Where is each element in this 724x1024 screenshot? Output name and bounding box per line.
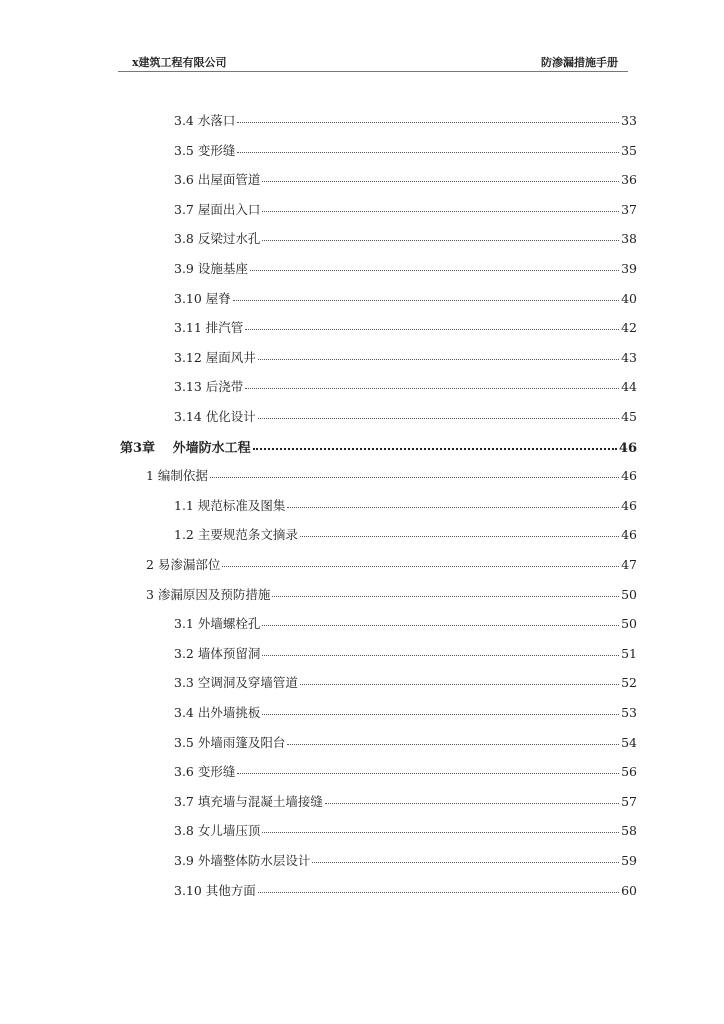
toc-entry-title: 2 易渗漏部位 — [146, 557, 221, 572]
dot-leader — [245, 378, 619, 389]
toc-entry-page: 57 — [621, 793, 637, 809]
dot-leader — [258, 408, 619, 419]
document-title: 防渗漏措施手册 — [541, 56, 618, 69]
toc-entry-title: 3.12 屋面风井 — [174, 349, 256, 365]
dot-leader — [250, 260, 619, 271]
toc-entry[interactable] — [146, 466, 637, 484]
toc-entry-page: 43 — [621, 349, 637, 365]
toc-entry-title: 3.10 其他方面 — [174, 882, 256, 898]
toc-entry-title: 3.9 外墙整体防水层设计 — [174, 853, 311, 868]
toc-entry[interactable] — [174, 792, 637, 810]
toc-entry-page: 46 — [621, 527, 637, 543]
toc-entry[interactable] — [174, 289, 637, 307]
toc-entry[interactable] — [174, 614, 637, 632]
toc-entry-title: 1 编制依据 — [146, 468, 208, 484]
toc-entry[interactable] — [174, 229, 637, 247]
dot-leader — [258, 349, 619, 360]
toc-entry-title: 3.14 优化设计 — [174, 409, 256, 424]
toc-entry-page: 47 — [621, 557, 637, 572]
dot-leader — [262, 201, 619, 212]
toc-entry[interactable] — [174, 200, 637, 218]
toc-entry[interactable] — [174, 377, 637, 395]
toc-entry-title: 3.10 屋脊 — [174, 290, 231, 306]
toc-entry[interactable] — [120, 437, 637, 455]
toc-entry-title: 3.5 变形缝 — [174, 142, 236, 158]
dot-leader — [262, 822, 619, 833]
dot-leader — [325, 793, 619, 804]
toc-entry[interactable] — [174, 318, 637, 336]
dot-leader — [272, 586, 619, 597]
dot-leader — [237, 763, 619, 774]
toc-entry-title: 3.8 女儿墙压顶 — [174, 823, 261, 839]
dot-leader — [258, 882, 619, 893]
toc-entry-title: 3.9 设施基座 — [174, 261, 248, 276]
toc-entry-title: 3.8 反梁过水孔 — [174, 231, 261, 247]
toc-entry[interactable] — [174, 703, 637, 721]
toc-entry-title: 3.7 填充墙与混凝土墙接缝 — [174, 793, 323, 809]
dot-leader — [300, 526, 619, 537]
toc-entry-page: 59 — [621, 853, 637, 868]
dot-leader — [222, 556, 619, 567]
toc-entry-page: 37 — [621, 201, 637, 217]
toc-entry-page: 42 — [621, 320, 637, 336]
toc-entry-page: 33 — [621, 113, 637, 128]
toc-entry-page: 60 — [621, 882, 637, 898]
toc-entry-page: 45 — [621, 409, 637, 424]
toc-entry-title: 3.4 出外墙挑板 — [174, 705, 261, 720]
dot-leader — [262, 645, 619, 656]
toc-entry-page: 52 — [621, 675, 637, 691]
dot-leader — [253, 438, 617, 450]
toc-entry-page: 53 — [621, 705, 637, 720]
toc-entry-page: 46 — [621, 468, 637, 484]
toc-entry[interactable] — [174, 496, 637, 514]
toc-entry-title: 3.3 空调洞及穿墙管道 — [174, 675, 298, 691]
toc-entry-title: 3.6 变形缝 — [174, 764, 236, 780]
toc-entry[interactable] — [174, 733, 637, 751]
toc-entry-page: 58 — [621, 823, 637, 839]
dot-leader — [237, 112, 619, 123]
toc-entry[interactable] — [174, 881, 637, 899]
dot-leader — [262, 704, 619, 715]
dot-leader — [300, 674, 619, 685]
toc-entry[interactable] — [174, 259, 637, 277]
toc-entry-page: 50 — [621, 586, 637, 602]
toc-entry-page: 46 — [621, 497, 637, 513]
toc-entry-page: 46 — [618, 440, 637, 456]
dot-leader — [262, 230, 619, 241]
toc-entry[interactable] — [146, 555, 637, 573]
toc-entry-title: 3.11 排汽管 — [174, 320, 244, 336]
toc-entry-page: 51 — [621, 645, 637, 661]
toc-entry[interactable] — [174, 851, 637, 869]
dot-leader — [233, 290, 619, 301]
dot-leader — [210, 467, 619, 478]
toc-entry-title: 1.2 主要规范条文摘录 — [174, 527, 298, 543]
toc-entry-title: 3.6 出屋面管道 — [174, 172, 261, 188]
toc-entry[interactable] — [174, 673, 637, 691]
toc-entry[interactable] — [174, 141, 637, 159]
dot-leader — [237, 142, 619, 153]
toc-entry-page: 35 — [621, 142, 637, 158]
toc-entry-title: 3.1 外墙螺栓孔 — [174, 616, 261, 632]
toc-entry-title: 3.13 后浇带 — [174, 379, 244, 395]
toc-entry[interactable] — [146, 585, 637, 603]
toc-entry-title: 3.2 墙体预留洞 — [174, 645, 261, 661]
toc-entry-page: 40 — [621, 290, 637, 306]
dot-leader — [287, 734, 619, 745]
toc-entry-title: 3 渗漏原因及预防措施 — [146, 586, 271, 602]
toc-entry[interactable] — [174, 407, 637, 425]
dot-leader — [262, 171, 619, 182]
company-name: x建筑工程有限公司 — [132, 56, 227, 69]
toc-entry[interactable] — [174, 762, 637, 780]
toc-entry[interactable] — [174, 111, 637, 129]
toc-entry-title: 第3章 外墙防水工程 — [120, 440, 251, 456]
toc-entry-page: 54 — [621, 734, 637, 750]
toc-entry-page: 50 — [621, 616, 637, 632]
dot-leader — [287, 497, 619, 508]
dot-leader — [245, 319, 619, 330]
toc-entry-page: 38 — [621, 231, 637, 247]
toc-entry[interactable] — [174, 348, 637, 366]
toc-entry-page: 56 — [621, 764, 637, 780]
toc-entry-title: 3.7 屋面出入口 — [174, 201, 261, 217]
toc-entry-title: 1.1 规范标准及图集 — [174, 497, 286, 513]
toc-entry[interactable] — [174, 525, 637, 543]
toc-entry[interactable] — [174, 644, 637, 662]
toc-entry-title: 3.4 水落口 — [174, 113, 236, 128]
toc-entry-page: 36 — [621, 172, 637, 188]
dot-leader — [312, 852, 619, 863]
toc-entry-title: 3.5 外墙雨篷及阳台 — [174, 734, 286, 750]
toc-entry-page: 39 — [621, 261, 637, 276]
toc-entry[interactable] — [174, 821, 637, 839]
toc-entry-page: 44 — [621, 379, 637, 395]
toc-entry[interactable] — [174, 170, 637, 188]
dot-leader — [262, 615, 619, 626]
